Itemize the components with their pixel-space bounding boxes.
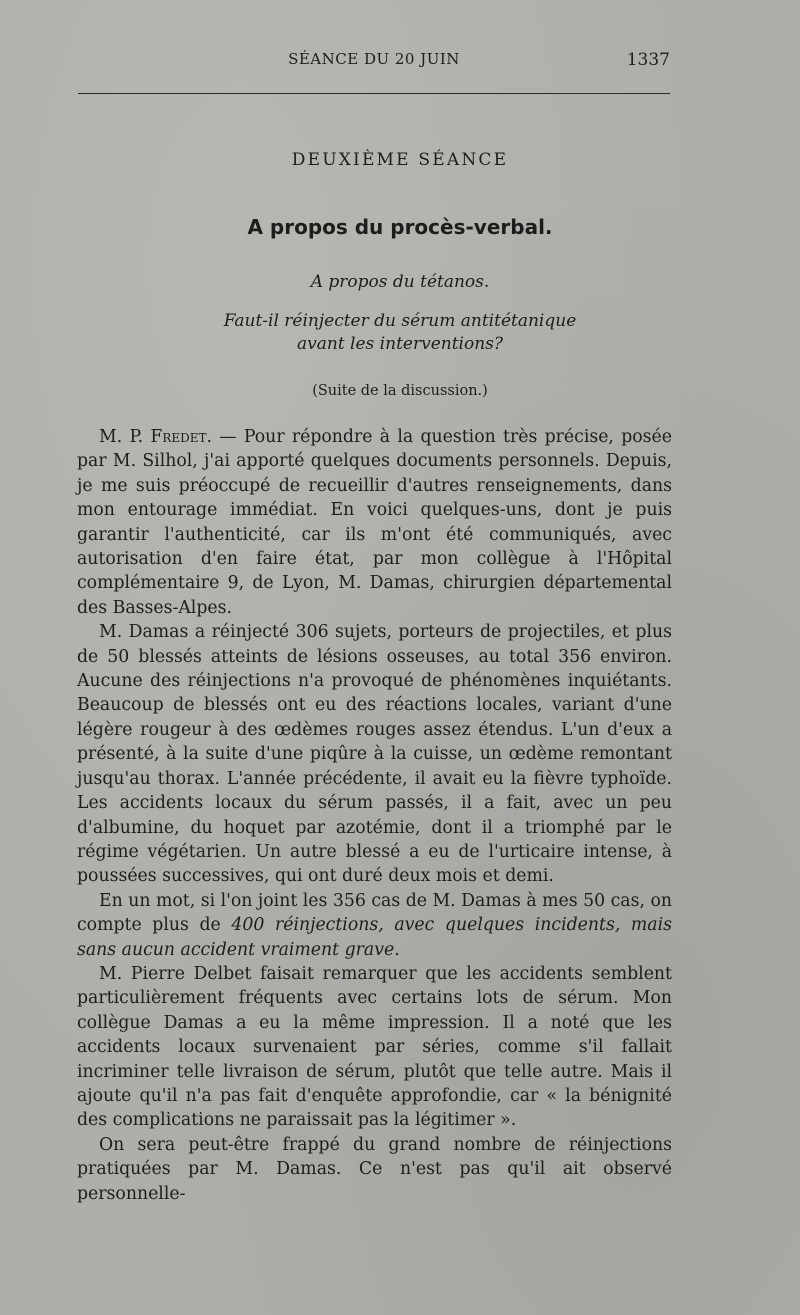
discussion-note: (Suite de la discussion.) (312, 383, 488, 399)
heading: A propos du procès-verbal. (247, 215, 553, 239)
paragraph-3-text: En un mot, si l'on joint les 356 cas de M. Damas à mes 50 cas, on compte plus de (77, 890, 672, 936)
body-text (77, 425, 672, 1206)
speaker-prefix: M. P. (99, 427, 151, 447)
paragraph-5: On sera peut-être frappé du grand nombre de réinjections pratiquées par M. Damas. Ce n'est pas qu'il ait observé personnelle- (77, 1134, 672, 1204)
paragraph-3-italic: 400 réinjections, avec quelques incidents, mais sans aucun accident vraiment grave. (77, 915, 672, 960)
section-title: DEUXIÈME SÉANCE (291, 150, 509, 170)
page-header (78, 50, 670, 72)
subheading-line-1: A propos du tétanos. (310, 272, 490, 292)
header-rule (78, 93, 670, 94)
running-head: SÉANCE DU 20 JUIN (288, 50, 460, 68)
subheading-line-2: Faut-il réinjecter du sérum antitétanique (223, 311, 577, 331)
paragraph-3 (77, 889, 672, 962)
speaker-name: Fredet (150, 427, 207, 447)
paragraph-4: M. Pierre Delbet faisait remarquer que les accidents semblent particulièrement fréquents avec certains lots de sérum. Mon collègue Damas a eu la même impression. Il a noté que les accidents locaux survenaient par séries, comme s'il fallait incriminer telle livraison de sérum, plutôt que telle autre. Mais il ajoute qu'il n'a pas fait d'enquête approfondie, car « la bénignité des complications ne paraissait pas la légitimer ». (77, 963, 672, 1131)
paragraph-1 (77, 425, 672, 620)
paragraph-1-text: . — Pour répondre à la question très précise, posée par M. Silhol, j'ai apporté quelques documents personnels. Depuis, je me suis préoccupé de recueillir d'autres renseignements, dans mon entourage immédiat. En voici quelques-uns, dont je puis garantir l'authenticité, car ils m'ont été communiqués, avec autorisation d'en faire état, par mon collègue à l'Hôpital complémentaire 9, de Lyon, M. Damas, chirurgien départemental des Basses-Alpes. (77, 427, 672, 618)
subheading-line-3: avant les interventions? (297, 334, 503, 354)
page-number: 1337 (626, 50, 670, 70)
paragraph-2: M. Damas a réinjecté 306 sujets, porteurs de projectiles, et plus de 50 blessés atteints de lésions osseuses, au total 356 environ. Aucune des réinjections n'a provoqué de phénomènes inquiétants. Beaucoup de blessés ont eu des réactions locales, variant d'une légère rougeur à des œdèmes rouges assez étendus. L'un d'eux a présenté, à la suite d'une piqûre à la cuisse, un œdème remontant jusqu'au thorax. L'année précédente, il avait eu la fièvre typhoïde. Les accidents locaux du sérum passés, il a fait, avec un peu d'albumine, du hoquet par azotémie, dont il a triomphé par le régime végétarien. Un autre blessé a eu de l'urticaire intense, à poussées successives, qui ont duré deux mois et demi. (77, 622, 672, 887)
